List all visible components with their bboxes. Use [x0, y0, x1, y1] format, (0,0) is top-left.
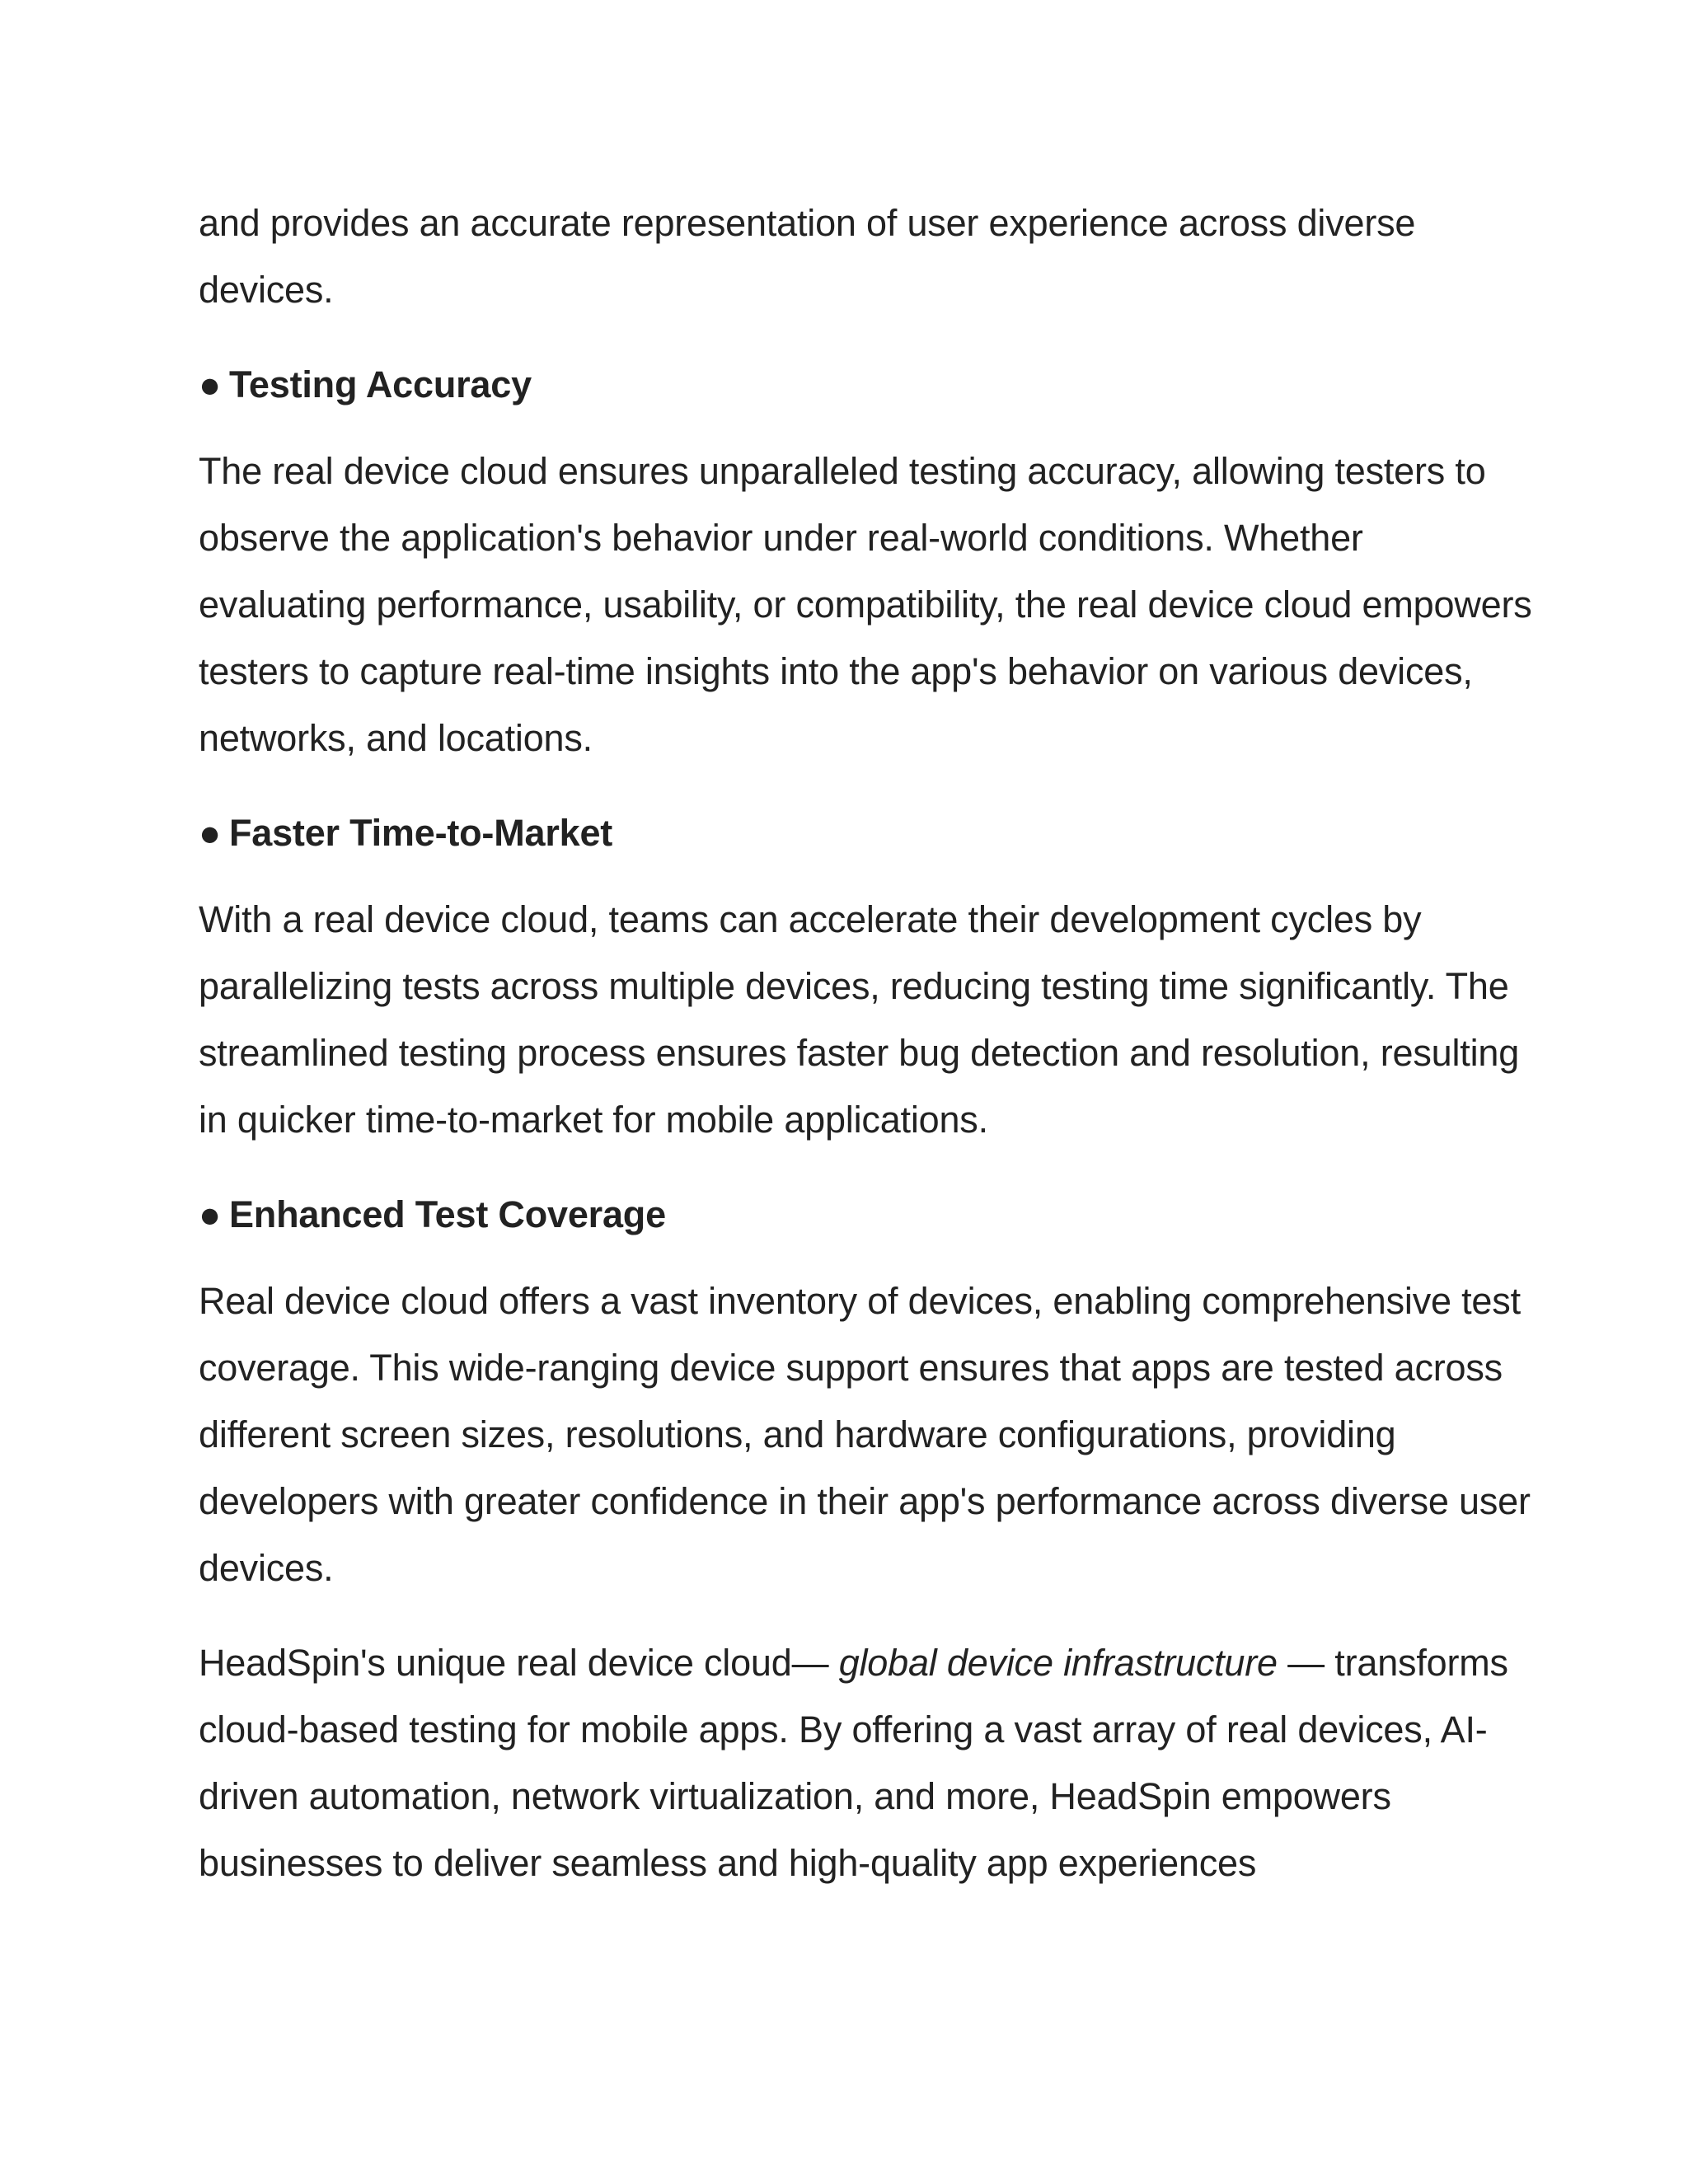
section-heading	[199, 799, 1534, 866]
bullet-icon: ●	[199, 363, 221, 405]
bullet-icon: ●	[199, 1193, 221, 1235]
closing-paragraph	[199, 1629, 1534, 1896]
section-enhanced-test-coverage	[199, 1181, 1534, 1601]
section-faster-time-to-market	[199, 799, 1534, 1153]
section-body: With a real device cloud, teams can accelerate their development cycles by parallelizing tests across multiple devices, reducing testing time significantly. The streamlined testing process ensures faster bug detection and resolution, resulting in quicker time-to-market for mobile applications.	[199, 898, 1520, 1141]
section-heading-text: Testing Accuracy	[228, 363, 532, 405]
section-body: Real device cloud offers a vast inventory of devices, enabling comprehensive test coverage. This wide-ranging device support ensures that apps are tested across different screen sizes, resolutions, and hardware configurations, providing developers with greater confidence in their app's performance across diverse user devices.	[199, 1280, 1531, 1589]
closing-italic-phrase: global device infrastructure	[838, 1642, 1278, 1684]
closing-text-end: — transforms cloud-based testing for mobile apps. By offering a vast array of real devices, AI-driven automation, network virtualization, and more, HeadSpin empowers businesses to deliver seamless and high-quality app experiences	[199, 1642, 1508, 1884]
closing-text-start: HeadSpin's unique real device cloud—	[199, 1642, 839, 1684]
section-body: The real device cloud ensures unparalleled testing accuracy, allowing testers to observe the application's behavior under real-world conditions. Whether evaluating performance, usability, or compatibility, the real device cloud empowers testers to capture real-time insights into the app's behavior on various devices, networks, and locations.	[199, 450, 1532, 759]
bullet-icon: ●	[199, 812, 221, 854]
document-page	[199, 190, 1534, 1896]
section-heading-text: Enhanced Test Coverage	[228, 1193, 666, 1235]
section-heading	[199, 351, 1534, 418]
section-heading-text: Faster Time-to-Market	[228, 812, 613, 854]
intro-paragraph: and provides an accurate representation of user experience across diverse devices.	[199, 202, 1416, 311]
section-heading	[199, 1181, 1534, 1248]
section-testing-accuracy	[199, 351, 1534, 771]
